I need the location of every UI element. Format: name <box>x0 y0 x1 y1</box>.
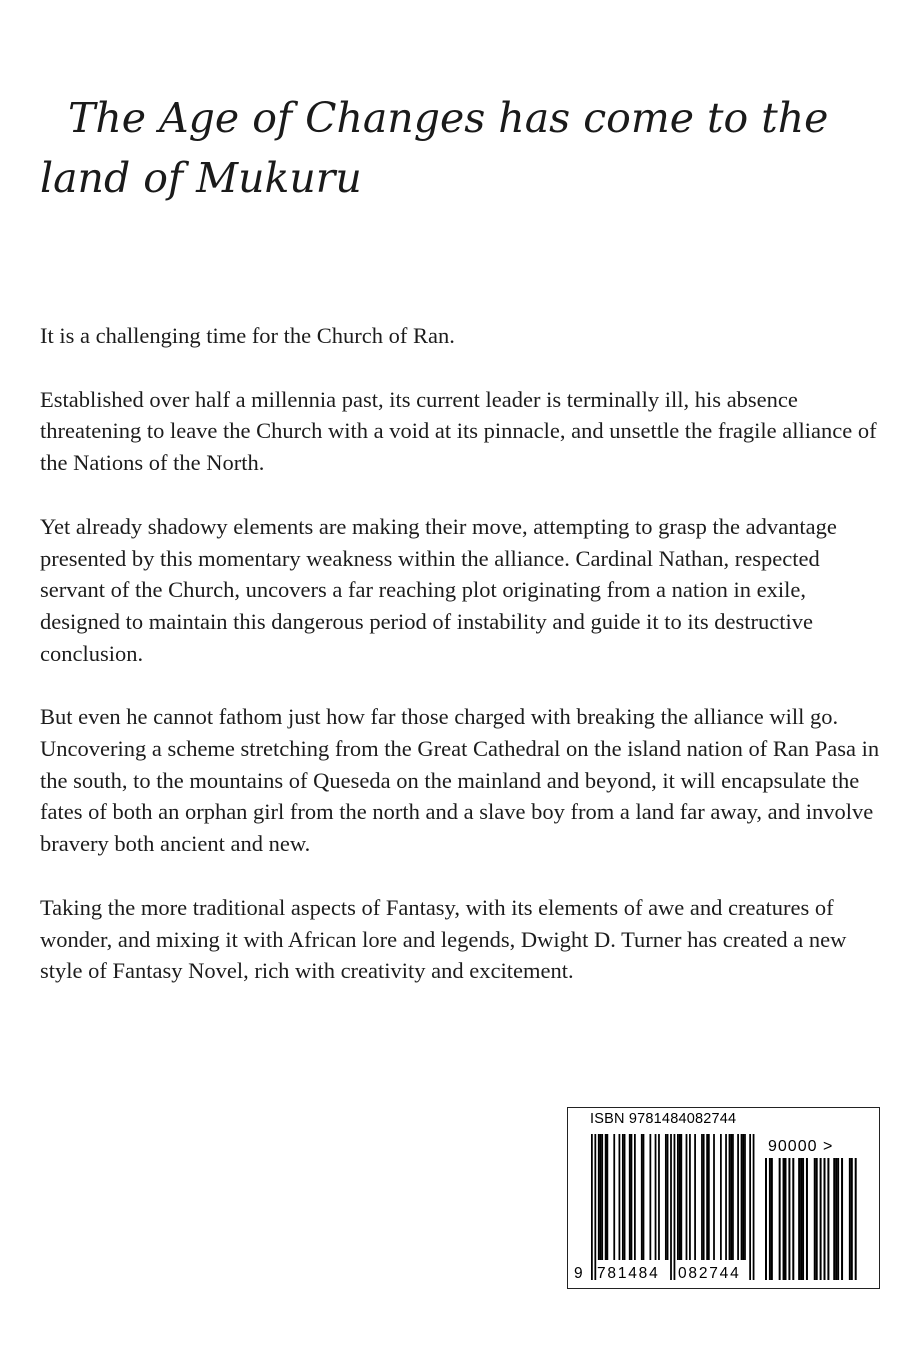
barcode-guard-bar <box>670 1134 672 1280</box>
barcode-guard-bar <box>674 1134 676 1280</box>
barcode-bar <box>600 1134 602 1260</box>
barcode-bar <box>701 1134 703 1260</box>
barcode-bar <box>708 1134 710 1260</box>
barcode-bar <box>742 1134 744 1260</box>
barcode-bar <box>665 1134 667 1260</box>
isbn-digit-group-right: 082744 <box>678 1265 741 1282</box>
addon-bar <box>765 1158 767 1280</box>
addon-bar <box>814 1158 816 1280</box>
addon-bar <box>785 1158 787 1280</box>
headline-line-1: The Age of Changes has come to the <box>68 94 829 142</box>
barcode-bar <box>737 1134 739 1260</box>
addon-bar <box>771 1158 773 1280</box>
addon-bar <box>769 1158 771 1280</box>
headline-line-2: land of Mukuru <box>40 154 362 202</box>
barcode-bar <box>631 1134 633 1260</box>
addon-bar <box>851 1158 853 1280</box>
barcode-box <box>567 1107 880 1289</box>
barcode-bar <box>667 1134 669 1260</box>
addon-bar <box>855 1158 857 1280</box>
barcode-bar <box>655 1134 657 1260</box>
barcode-bar <box>686 1134 688 1260</box>
barcode-bar <box>741 1134 743 1260</box>
barcode-guard-bar <box>591 1134 593 1280</box>
barcode-bar <box>629 1134 631 1260</box>
addon-bar <box>779 1158 781 1280</box>
barcode-bar <box>605 1134 607 1260</box>
barcode-bar <box>643 1134 645 1260</box>
barcode-bar <box>679 1134 681 1260</box>
barcode-bar <box>720 1134 722 1260</box>
addon-bar <box>824 1158 826 1280</box>
barcode-bar <box>730 1134 732 1260</box>
barcode-guard-bar <box>753 1134 755 1280</box>
addon-bar <box>788 1158 790 1280</box>
barcode-graphic <box>568 1108 881 1290</box>
barcode-bar <box>725 1134 727 1260</box>
isbn-digit-first: 9 <box>574 1265 585 1282</box>
addon-bar <box>849 1158 851 1280</box>
barcode-guard-bar <box>749 1134 751 1280</box>
barcode-bar <box>619 1134 621 1260</box>
barcode-bar <box>680 1134 682 1260</box>
barcode-bar <box>606 1134 608 1260</box>
addon-bar <box>835 1158 837 1280</box>
barcode-bar <box>744 1134 746 1260</box>
barcode-bar <box>641 1134 643 1260</box>
barcode-bar <box>677 1134 679 1260</box>
addon-bar <box>841 1158 843 1280</box>
addon-bar <box>820 1158 822 1280</box>
addon-bar <box>783 1158 785 1280</box>
barcode-guard-bar <box>594 1134 596 1280</box>
barcode-bar <box>694 1134 696 1260</box>
barcode-bar <box>622 1134 624 1260</box>
addon-bar <box>833 1158 835 1280</box>
price-code: 90000 > <box>768 1138 834 1155</box>
barcode-bar <box>703 1134 705 1260</box>
barcode-bar <box>598 1134 600 1260</box>
blurb-paragraph-2: Established over half a millennia past, its current leader is terminally ill, his absence threatening to leave the Church with a void at its pinnacle, and unsettle the fragile alliance of the Nations of the North. <box>40 386 877 476</box>
barcode-bar <box>713 1134 715 1260</box>
isbn-label: ISBN 9781484082744 <box>590 1111 737 1127</box>
barcode-bar <box>624 1134 626 1260</box>
addon-bar <box>806 1158 808 1280</box>
blurb-paragraph-1: It is a challenging time for the Church of Ran. <box>40 323 455 348</box>
barcode-bar <box>729 1134 731 1260</box>
barcode-bar <box>658 1134 660 1260</box>
barcode-bar <box>732 1134 734 1260</box>
addon-bar <box>837 1158 839 1280</box>
addon-bar <box>800 1158 802 1280</box>
barcode-bar <box>706 1134 708 1260</box>
addon-bar <box>816 1158 818 1280</box>
blurb-paragraph-5: Taking the more traditional aspects of Fantasy, with its elements of awe and creatures of wonder, and mixing it with African lore and legends, Dwight D. Turner has created a new style of Fantasy Novel, rich with creativity and excitement. <box>40 894 847 984</box>
barcode-bar <box>613 1134 615 1260</box>
addon-bar <box>792 1158 794 1280</box>
barcode-bar <box>649 1134 651 1260</box>
addon-bar <box>827 1158 829 1280</box>
blurb <box>40 320 880 1019</box>
barcode-bar <box>601 1134 603 1260</box>
addon-bar <box>802 1158 804 1280</box>
blurb-paragraph-3: Yet already shadowy elements are making their move, attempting to grasp the advantage presented by this momentary weakness within the alliance. Cardinal Nathan, respected servant of the Church, uncovers a far reaching plot originating from a nation in exile, designed to maintain this dangerous period of instability and guide it to its destructive conclusion. <box>40 513 837 666</box>
blurb-paragraph-4: But even he cannot fathom just how far those charged with breaking the alliance will go. Uncovering a scheme stretching from the Great Cathedral on the island nation of Ran Pasa in the south, to the mountains of Queseda on the mainland and beyond, it will encapsulate the fates of both an orphan girl from the north and a slave boy from a land far away, and involve bravery both ancient and new. <box>40 704 880 857</box>
headline <box>40 88 880 208</box>
isbn-digit-group-left: 781484 <box>597 1265 660 1282</box>
barcode-bar <box>634 1134 636 1260</box>
barcode-bar <box>689 1134 691 1260</box>
addon-bar <box>798 1158 800 1280</box>
